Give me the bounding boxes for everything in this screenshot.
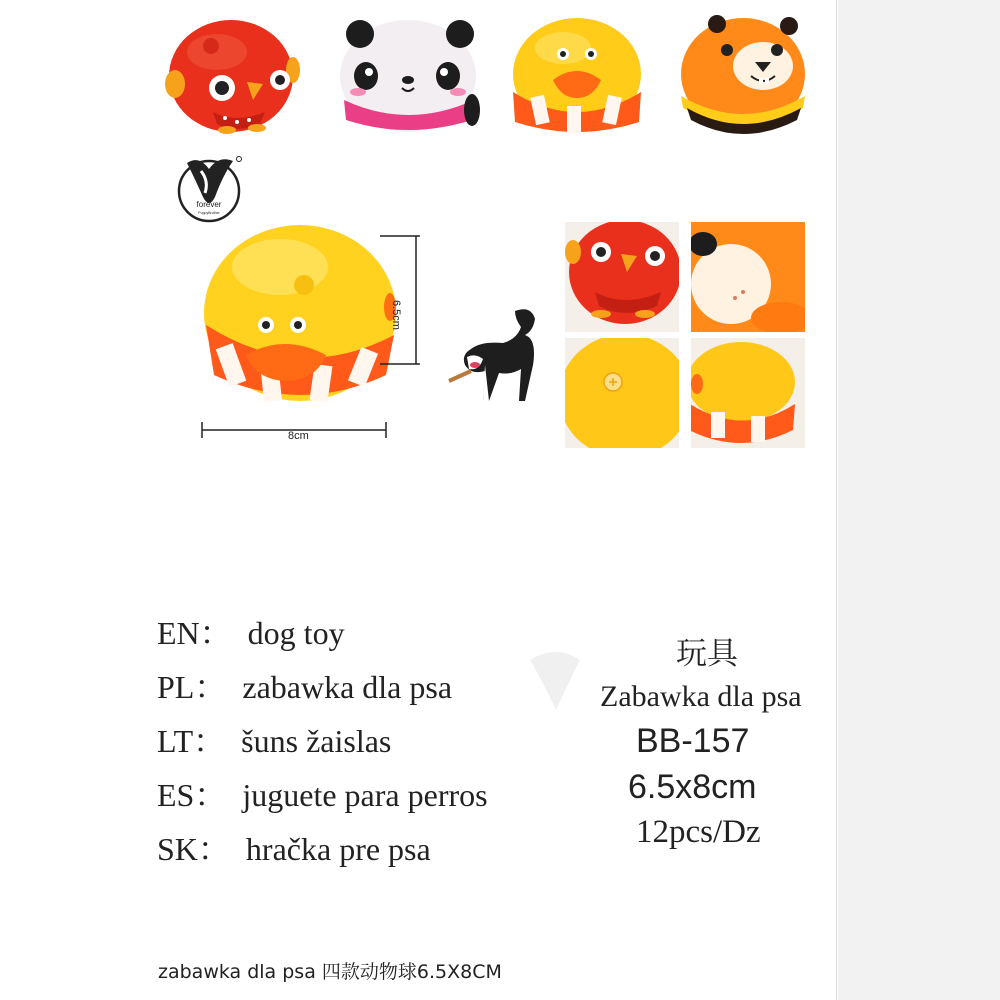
lang-value: juguete para perros (242, 777, 488, 813)
height-label: 6.5cm (390, 300, 402, 330)
lang-value: šuns žaislas (241, 723, 392, 759)
lang-value: hračka pre psa (245, 831, 431, 867)
brand-name: forever (196, 200, 222, 209)
right-margin-strip (838, 0, 1000, 1000)
red-bird-toy-image (165, 12, 300, 137)
lang-row-lt (157, 716, 391, 762)
bear-toy-image (677, 8, 812, 136)
page-edge-line (836, 0, 837, 1000)
lang-code: SK： (157, 831, 230, 867)
product-sku: BB-157 (636, 722, 750, 760)
lang-row-es (157, 770, 488, 816)
thumb-duck-side-image (691, 338, 805, 448)
lang-row-pl (157, 662, 452, 708)
brand-tagline: PuppyBrother (198, 211, 220, 215)
lang-value: zabawka dla psa (242, 669, 453, 705)
thumb-squeaker-image (565, 338, 679, 448)
lang-value: dog toy (247, 615, 345, 651)
duck-toy-image (507, 12, 647, 137)
thumb-bear-image (691, 222, 805, 332)
lang-row-sk (157, 824, 431, 870)
dog-image (445, 305, 545, 410)
product-size: 6.5x8cm (628, 768, 757, 806)
product-polish-name: Zabawka dla psa (600, 680, 802, 713)
lang-row-en (157, 608, 345, 654)
width-label: 8cm (288, 430, 309, 442)
lang-code: ES： (157, 777, 227, 813)
caption-text: zabawka dla psa 四款动物球6.5X8CM (158, 961, 502, 983)
product-chinese-name: 玩具 (676, 636, 738, 672)
lang-code: LT： (157, 723, 226, 759)
thumb-red-bird-image (565, 222, 679, 332)
lang-code: EN： (157, 615, 232, 651)
faded-watermark-icon (510, 640, 600, 730)
lang-code: PL： (157, 669, 227, 705)
product-pack: 12pcs/Dz (636, 814, 761, 850)
panda-toy-image (336, 12, 481, 137)
